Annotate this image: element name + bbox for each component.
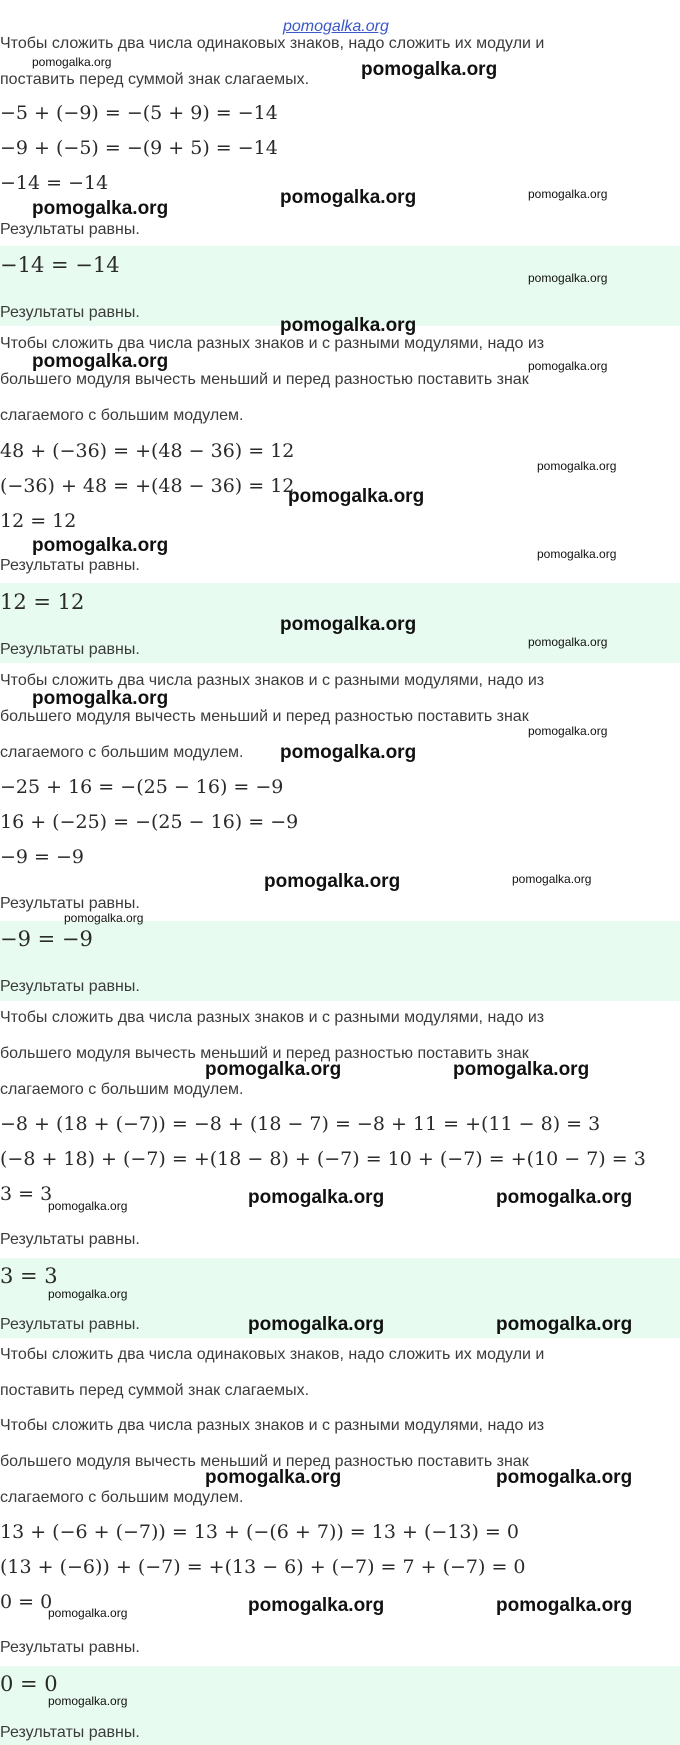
watermark: pomogalka.org bbox=[280, 315, 417, 336]
watermark: pomogalka.org bbox=[288, 486, 425, 507]
answer-result-text-1: Результаты равны. bbox=[0, 304, 140, 321]
result-text-1: Результаты равны. bbox=[0, 221, 140, 238]
result-text-3: Результаты равны. bbox=[0, 895, 140, 912]
rule-diff-sign-line-1: Чтобы сложить два числа разных знаков и с разными модулями, надо из bbox=[0, 1417, 545, 1434]
equation-1a: −5 + (−9) = −(5 + 9) = −14 bbox=[0, 102, 278, 124]
equation-5c: 0 = 0 bbox=[0, 1591, 53, 1613]
watermark: pomogalka.org bbox=[496, 1314, 633, 1335]
answer-equation-5: 0 = 0 bbox=[0, 1672, 58, 1696]
watermark: pomogalka.org bbox=[528, 724, 608, 738]
answer-equation-1: −14 = −14 bbox=[0, 253, 120, 277]
watermark: pomogalka.org bbox=[32, 55, 112, 69]
equation-4c: 3 = 3 bbox=[0, 1183, 53, 1205]
watermark: pomogalka.org bbox=[264, 871, 401, 892]
answer-equation-4: 3 = 3 bbox=[0, 1264, 58, 1288]
rule-diff-sign-line-1: Чтобы сложить два числа разных знаков и с разными модулями, надо из bbox=[0, 335, 545, 352]
rule-same-sign-line-2: поставить перед суммой знак слагаемых. bbox=[0, 71, 310, 88]
answer-equation-3: −9 = −9 bbox=[0, 927, 93, 951]
watermark: pomogalka.org bbox=[496, 1467, 633, 1488]
watermark: pomogalka.org bbox=[280, 742, 417, 763]
rule-diff-sign-line-3: слагаемого с большим модулем. bbox=[0, 1081, 244, 1098]
result-text-5: Результаты равны. bbox=[0, 1639, 140, 1656]
answer-equation-2: 12 = 12 bbox=[0, 590, 85, 614]
watermark: pomogalka.org bbox=[280, 614, 417, 635]
equation-4b: (−8 + 18) + (−7) = +(18 − 8) + (−7) = 10 + (−7) = +(10 − 7) = 3 bbox=[0, 1148, 646, 1170]
equation-5a: 13 + (−6 + (−7)) = 13 + (−(6 + 7)) = 13 + (−13) = 0 bbox=[0, 1521, 519, 1543]
result-text-4: Результаты равны. bbox=[0, 1231, 140, 1248]
watermark: pomogalka.org bbox=[361, 59, 498, 80]
rule-same-sign-line-2: поставить перед суммой знак слагаемых. bbox=[0, 1382, 310, 1399]
equation-3a: −25 + 16 = −(25 − 16) = −9 bbox=[0, 776, 284, 798]
rule-diff-sign-line-2: большего модуля вычесть меньший и перед разностью поставить знак bbox=[0, 371, 529, 388]
answer-result-text-5: Результаты равны. bbox=[0, 1724, 140, 1741]
rule-diff-sign-line-1: Чтобы сложить два числа разных знаков и с разными модулями, надо из bbox=[0, 672, 545, 689]
watermark: pomogalka.org bbox=[453, 1059, 590, 1080]
watermark: pomogalka.org bbox=[528, 187, 608, 201]
watermark: pomogalka.org bbox=[205, 1059, 342, 1080]
watermark: pomogalka.org bbox=[496, 1595, 633, 1616]
result-text-2: Результаты равны. bbox=[0, 557, 140, 574]
watermark: pomogalka.org bbox=[512, 872, 592, 886]
equation-2c: 12 = 12 bbox=[0, 510, 77, 532]
equation-5b: (13 + (−6)) + (−7) = +(13 − 6) + (−7) = 7 + (−7) = 0 bbox=[0, 1556, 526, 1578]
rule-diff-sign-line-3: слагаемого с большим модулем. bbox=[0, 1489, 244, 1506]
watermark: pomogalka.org bbox=[528, 359, 608, 373]
watermark: pomogalka.org bbox=[537, 547, 617, 561]
rule-same-sign-line-1: Чтобы сложить два числа одинаковых знаков, надо сложить их модули и bbox=[0, 1346, 545, 1363]
watermark: pomogalka.org bbox=[48, 1199, 128, 1213]
answer-result-text-3: Результаты равны. bbox=[0, 978, 140, 995]
equation-1b: −9 + (−5) = −(9 + 5) = −14 bbox=[0, 137, 278, 159]
rule-diff-sign-line-1: Чтобы сложить два числа разных знаков и с разными модулями, надо из bbox=[0, 1009, 545, 1026]
equation-2a: 48 + (−36) = +(48 − 36) = 12 bbox=[0, 440, 295, 462]
rule-same-sign-line-1: Чтобы сложить два числа одинаковых знаков, надо сложить их модули и bbox=[0, 35, 545, 52]
watermark: pomogalka.org bbox=[32, 351, 169, 372]
answer-result-text-4: Результаты равны. bbox=[0, 1316, 140, 1333]
equation-3c: −9 = −9 bbox=[0, 846, 85, 868]
watermark: pomogalka.org bbox=[537, 459, 617, 473]
site-watermark-header[interactable]: pomogalka.org bbox=[283, 18, 389, 35]
equation-1c: −14 = −14 bbox=[0, 172, 109, 194]
watermark: pomogalka.org bbox=[48, 1287, 128, 1301]
rule-diff-sign-line-2: большего модуля вычесть меньший и перед разностью поставить знак bbox=[0, 708, 529, 725]
rule-diff-sign-line-2: большего модуля вычесть меньший и перед разностью поставить знак bbox=[0, 1453, 529, 1470]
watermark: pomogalka.org bbox=[48, 1694, 128, 1708]
watermark: pomogalka.org bbox=[32, 198, 169, 219]
equation-4a: −8 + (18 + (−7)) = −8 + (18 − 7) = −8 + 11 = +(11 − 8) = 3 bbox=[0, 1113, 601, 1135]
watermark: pomogalka.org bbox=[496, 1187, 633, 1208]
watermark: pomogalka.org bbox=[280, 187, 417, 208]
watermark: pomogalka.org bbox=[248, 1314, 385, 1335]
equation-3b: 16 + (−25) = −(25 − 16) = −9 bbox=[0, 811, 299, 833]
rule-diff-sign-line-3: слагаемого с большим модулем. bbox=[0, 407, 244, 424]
watermark: pomogalka.org bbox=[528, 635, 608, 649]
watermark: pomogalka.org bbox=[48, 1606, 128, 1620]
watermark: pomogalka.org bbox=[64, 911, 144, 925]
watermark: pomogalka.org bbox=[32, 535, 169, 556]
watermark: pomogalka.org bbox=[205, 1467, 342, 1488]
rule-diff-sign-line-2: большего модуля вычесть меньший и перед разностью поставить знак bbox=[0, 1045, 529, 1062]
answer-result-text-2: Результаты равны. bbox=[0, 641, 140, 658]
rule-diff-sign-line-3: слагаемого с большим модулем. bbox=[0, 744, 244, 761]
watermark: pomogalka.org bbox=[32, 688, 169, 709]
watermark: pomogalka.org bbox=[248, 1595, 385, 1616]
equation-2b: (−36) + 48 = +(48 − 36) = 12 bbox=[0, 475, 295, 497]
watermark: pomogalka.org bbox=[248, 1187, 385, 1208]
watermark: pomogalka.org bbox=[528, 271, 608, 285]
